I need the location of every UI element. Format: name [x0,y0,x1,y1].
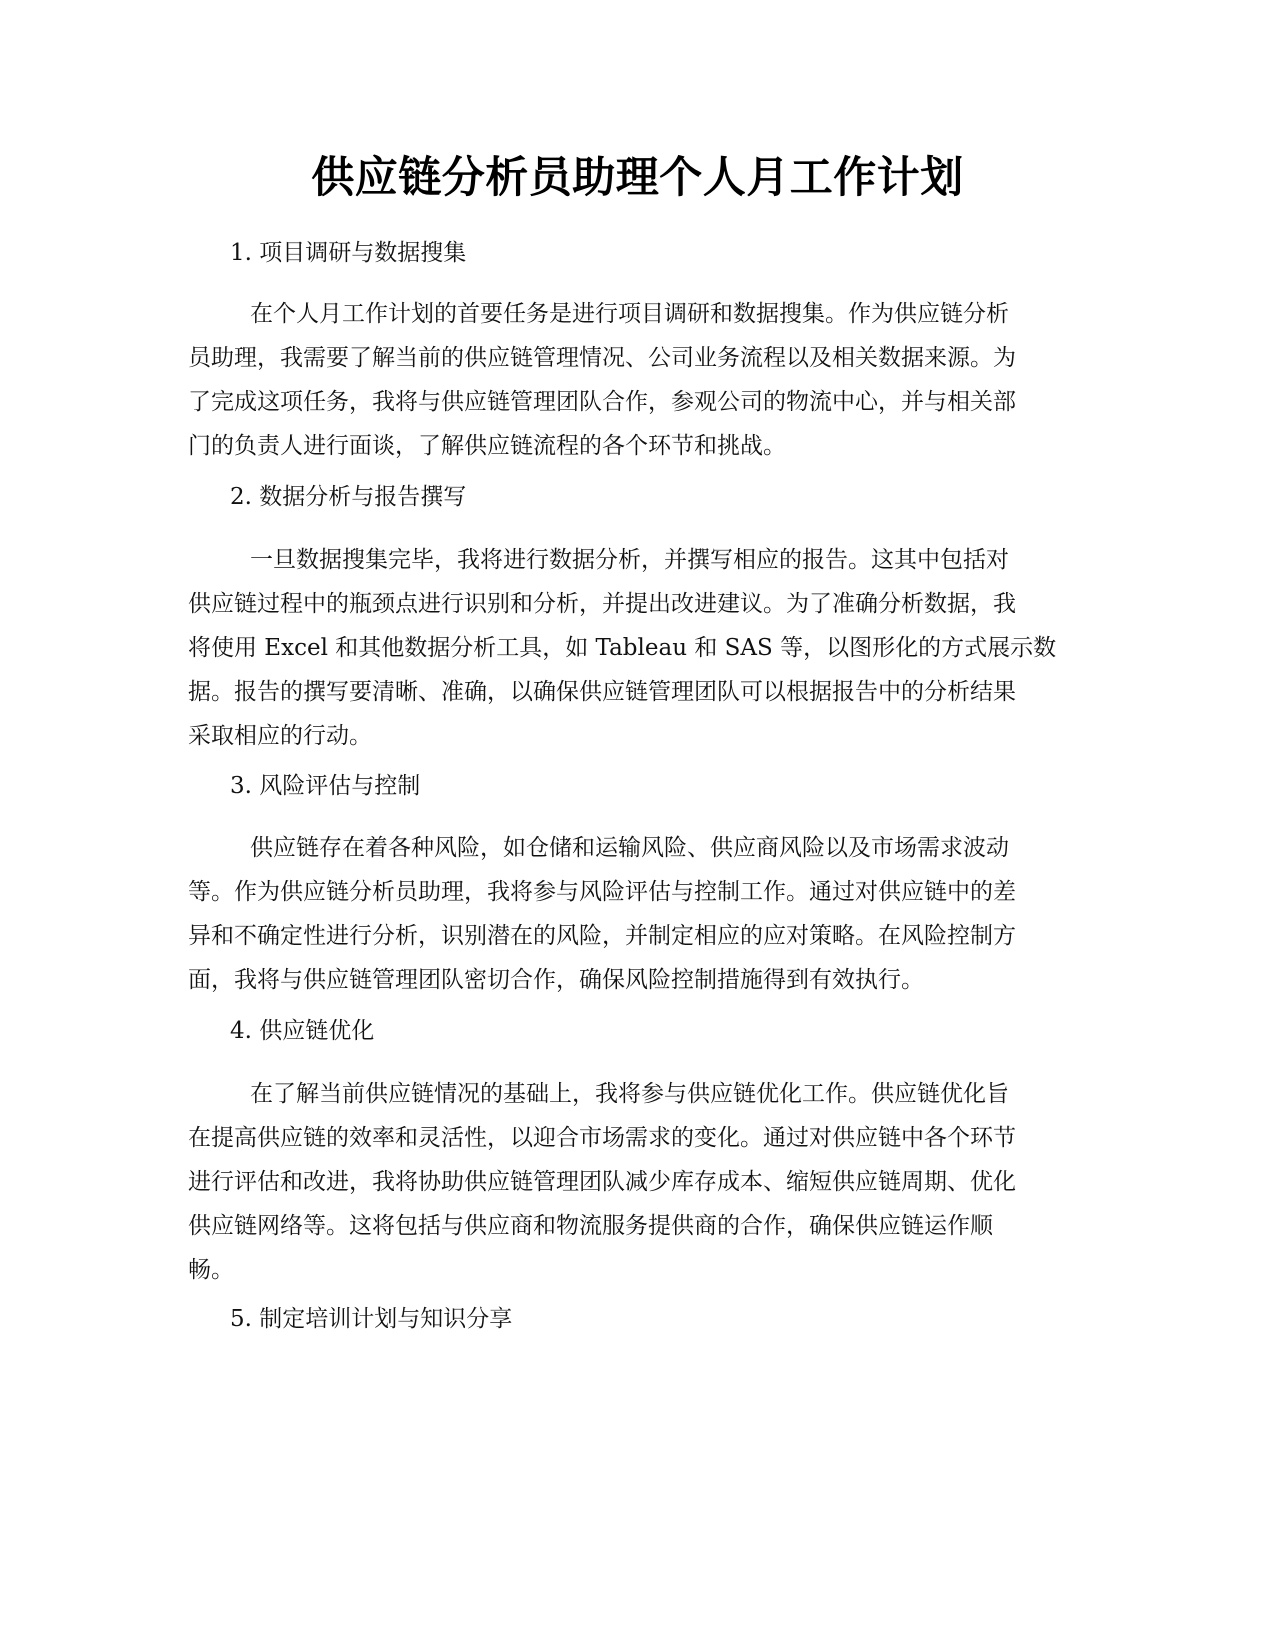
paragraph-line: 了完成这项任务，我将与供应链管理团队合作，参观公司的物流中心，并与相关部 [188,389,1016,415]
paragraph-line: 在提高供应链的效率和灵活性，以迎合市场需求的变化。通过对供应链中各个环节 [188,1125,1016,1151]
document-title: 供应链分析员助理个人月工作计划 [311,153,964,203]
paragraph-line: 据。报告的撰写要清晰、准确，以确保供应链管理团队可以根据报告中的分析结果 [188,679,1016,705]
section-heading: 4. 供应链优化 [230,1018,375,1044]
paragraph-line: 供应链过程中的瓶颈点进行识别和分析，并提出改进建议。为了准确分析数据，我 [188,591,1016,617]
paragraph-line: 等。作为供应链分析员助理，我将参与风险评估与控制工作。通过对供应链中的差 [188,879,1016,905]
paragraph-line: 面，我将与供应链管理团队密切合作，确保风险控制措施得到有效执行。 [188,967,924,993]
section-heading: 3. 风险评估与控制 [230,773,421,799]
paragraph-line: 将使用 Excel 和其他数据分析工具，如 Tableau 和 SAS 等，以图形化的方式展示数 [188,635,1057,661]
section-heading: 5. 制定培训计划与知识分享 [230,1306,513,1332]
paragraph-line: 门的负责人进行面谈，了解供应链流程的各个环节和挑战。 [188,433,786,459]
paragraph-line: 异和不确定性进行分析，识别潜在的风险，并制定相应的应对策略。在风险控制方 [188,923,1016,949]
section-paragraph [188,1072,1080,1292]
paragraph-line: 进行评估和改进，我将协助供应链管理团队减少库存成本、缩短供应链周期、优化 [188,1169,1016,1195]
section-heading: 1. 项目调研与数据搜集 [230,240,467,266]
paragraph-line: 在个人月工作计划的首要任务是进行项目调研和数据搜集。作为供应链分析 [250,301,1009,327]
paragraph-line: 畅。 [188,1257,234,1283]
paragraph-line: 供应链存在着各种风险，如仓储和运输风险、供应商风险以及市场需求波动 [250,835,1009,861]
paragraph-line: 采取相应的行动。 [188,723,372,749]
section-paragraph [188,292,1080,468]
section-paragraph [188,826,1080,1002]
paragraph-line: 一旦数据搜集完毕，我将进行数据分析，并撰写相应的报告。这其中包括对 [250,547,1009,573]
paragraph-line: 员助理，我需要了解当前的供应链管理情况、公司业务流程以及相关数据来源。为 [188,345,1016,371]
section-paragraph [188,538,1080,758]
paragraph-line: 供应链网络等。这将包括与供应商和物流服务提供商的合作，确保供应链运作顺 [188,1213,993,1239]
section-heading: 2. 数据分析与报告撰写 [230,484,467,510]
paragraph-line: 在了解当前供应链情况的基础上，我将参与供应链优化工作。供应链优化旨 [250,1081,1009,1107]
